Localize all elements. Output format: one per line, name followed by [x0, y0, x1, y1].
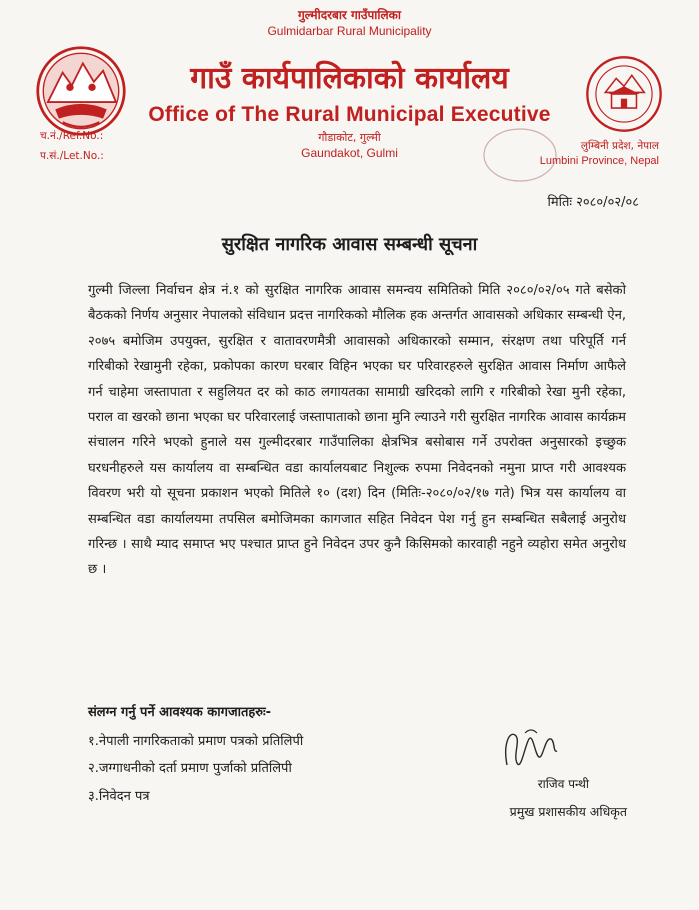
notice-body: गुल्मी जिल्ला निर्वाचन क्षेत्र नं.१ को सुरक्षित नागरिक आवास समन्वय समितिको मिति २०८०/०२/०५ गते बसेको बैठकको निर्णय अनुसार नेपालको संविधान प्रदत्त नागरिकको मौलिक हक अन्तर्गत आवासको अधिकार सम्बन्धी ऐन, २०७५ बमोजिम उपयुक्त, सुरक्षित र वातावरणमैत्री आवासको अधिकारको सम्मान, संरक्षण तथा परिपूर्ति गर्न गरिबीको रेखामुनी रहेका, प्रकोपका कारण घरबार विहिन भएका घर परिवारहरुले सुरक्षित आवास निर्माण आफैले गर्न चाहेमा जस्तापाता र सहुलियत दर को काठ लगायतका सामाग्री खरिदको लागि र गरिबीको रेखा मुनी रहेका, पराल वा खरको छाना भएका घर परिवारलाई जस्तापाताको छाना मुनि ल्याउने गरी सुरक्षित नागरिक आवास कार्यक्रम संचालन गरिने भएको हुनाले यस गुल्मीदरबार गाउँपालिका क्षेत्रभित्र बसोबास गर्ने उपरोक्त अनुसारको इच्छुक घरधनीहरुले यस कार्यालय वा सम्बन्धित वडा कार्यालयबाट निशुल्क रुपमा निवेदनको नमुना प्राप्त गरी आवश्यक विवरण भरी यो सूचना प्रकाशन भएको मितिले १० (दश) दिन (मितिः-२०८०/०२/१७ गते) भित्र यस कार्यालय वा सम्बन्धित वडा कार्यालयमा तपसिल बमोजिमका कागजात सहित निवेदन पेश गर्नु हुन सम्बन्धित सबैलाई अनुरोध गरिन्छ । साथै म्याद समाप्त भए पश्चात प्राप्त हुने निवेदन उपर कुनै किसिमको कारवाही नहुने व्यहोरा समेत अनुरोध छ । [88, 283, 626, 578]
signatory-name: राजिव पन्थी [537, 777, 589, 791]
municipality-name-nepali: गुल्मीदरबार गाउँपालिका [298, 8, 401, 22]
attachment-item: १.नेपाली नागरिकताको प्रमाण पत्रको प्रतिलिपी [88, 734, 304, 749]
notice-date: मितिः २०८०/०२/०८ [547, 195, 639, 210]
handwritten-signature [495, 725, 565, 780]
notice-title: सुरक्षित नागरिक आवास सम्बन्धी सूचना [221, 234, 478, 255]
letter-number-label: प.सं./Let.No.: [40, 150, 104, 162]
municipality-name-english: Gulmidarbar Rural Municipality [267, 24, 432, 38]
attachment-item: २.जग्गाधनीको दर्ता प्रमाण पुर्जाको प्रतिलिपी [88, 761, 292, 776]
address-english: Gaundakot, Gulmi [301, 146, 398, 160]
province-english: Lumbini Province, Nepal [539, 155, 659, 167]
attachment-item: ३.निवेदन पत्र [88, 789, 150, 804]
office-name-english: Office of The Rural Municipal Executive [148, 103, 551, 126]
attachments-heading: संलग्न गर्नु पर्ने आवश्यक कागजातहरुः- [88, 705, 272, 720]
province-nepali: लुम्बिनी प्रदेश, नेपाल [580, 140, 659, 152]
office-name-nepali: गाउँ कार्यपालिकाको कार्यालय [190, 61, 509, 96]
signatory-title: प्रमुख प्रशासकीय अधिकृत [509, 804, 627, 819]
ref-number-label: च.नं./Ref.No.: [40, 130, 104, 142]
address-nepali: गौडाकोट, गुल्मी [318, 131, 381, 144]
